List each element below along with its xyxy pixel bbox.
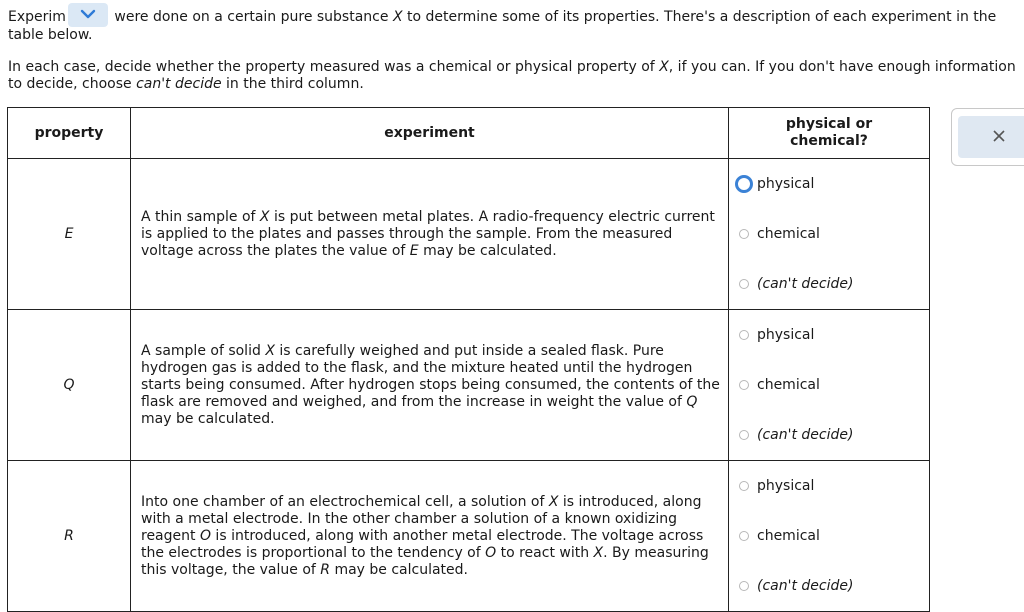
variable-x: X bbox=[392, 9, 403, 25]
choice-option-chemical[interactable] bbox=[729, 360, 929, 410]
choice-group bbox=[729, 159, 930, 310]
choice-option-physical[interactable] bbox=[729, 461, 929, 511]
radio-button[interactable] bbox=[739, 330, 749, 340]
choice-option-physical[interactable] bbox=[729, 159, 929, 209]
choice-label: chemical bbox=[757, 226, 820, 242]
instructions-paragraph-2 bbox=[8, 59, 1020, 93]
choice-label: (can't decide) bbox=[757, 427, 854, 443]
header-property: property bbox=[8, 108, 131, 159]
radio-button[interactable] bbox=[739, 380, 749, 390]
radio-button[interactable] bbox=[735, 175, 753, 193]
experiment-description: A sample of solid X is carefully weighed and put inside a sealed flask. Pure hydrogen gas is added to the flask, and the mixture heated until the hydrogen starts being consumed. After hydrogen stops being consumed, the contents of the flask are removed and weighed, and from the increase in weight the value of Q may be calculated. bbox=[131, 310, 729, 461]
close-icon bbox=[993, 130, 1005, 142]
radio-button[interactable] bbox=[739, 481, 749, 491]
choice-label: chemical bbox=[757, 528, 820, 544]
radio-button[interactable] bbox=[739, 581, 749, 591]
close-button[interactable] bbox=[958, 116, 1024, 158]
table-header-row bbox=[8, 108, 930, 159]
property-symbol: E bbox=[8, 159, 131, 310]
property-symbol: Q bbox=[8, 310, 131, 461]
chevron-down-icon bbox=[80, 8, 96, 20]
header-physical-or-chemical-text: physical or chemical? bbox=[785, 116, 873, 149]
experiment-description: Into one chamber of an electrochemical cell, a solution of X is introduced, along with a metal electrode. In the other chamber a solution of a known oxidizing reagent O is introduced, along with another metal electrode. The voltage across the electrodes is proportional to the tendency of O to react with X. By measuring this voltage, the value of R may be calculated. bbox=[131, 461, 729, 612]
choice-option-cant-decide[interactable] bbox=[729, 410, 929, 460]
table-row bbox=[8, 461, 930, 612]
instructions-text-end: to determine some of its properties. There's a description of each experiment in the table below. bbox=[8, 9, 997, 43]
tools-panel bbox=[951, 108, 1024, 166]
instructions bbox=[8, 3, 1020, 93]
variable-x: X bbox=[659, 59, 669, 75]
instructions-paragraph-1 bbox=[8, 3, 1020, 44]
radio-button[interactable] bbox=[739, 430, 749, 440]
choice-label: (can't decide) bbox=[757, 276, 854, 292]
choice-group bbox=[729, 461, 930, 612]
choice-option-cant-decide[interactable] bbox=[729, 259, 929, 309]
instructions-text: , if you can. If you don't have enough information to decide, choose bbox=[8, 59, 1016, 92]
choice-label: (can't decide) bbox=[757, 578, 854, 594]
experiment-description: A thin sample of X is put between metal plates. A radio-frequency electric current is applied to the plates and passes through the sample. From the measured voltage across the plates the value of E may be calculated. bbox=[131, 159, 729, 310]
choice-label: physical bbox=[757, 176, 815, 192]
header-physical-or-chemical bbox=[729, 108, 930, 159]
instructions-text-start: Experim bbox=[8, 9, 66, 25]
properties-table bbox=[7, 107, 930, 612]
choice-label: chemical bbox=[757, 377, 820, 393]
choice-label: physical bbox=[757, 327, 815, 343]
instructions-text: were done on a certain pure substance bbox=[114, 9, 393, 25]
radio-button[interactable] bbox=[739, 229, 749, 239]
cant-decide-term: can't decide bbox=[136, 76, 222, 92]
radio-button[interactable] bbox=[739, 531, 749, 541]
instructions-text: in the third column. bbox=[221, 76, 364, 92]
choice-option-physical[interactable] bbox=[729, 310, 929, 360]
choice-option-chemical[interactable] bbox=[729, 511, 929, 561]
table-row bbox=[8, 159, 930, 310]
table-row bbox=[8, 310, 930, 461]
choice-option-chemical[interactable] bbox=[729, 209, 929, 259]
choice-label: physical bbox=[757, 478, 815, 494]
radio-button[interactable] bbox=[739, 279, 749, 289]
header-experiment: experiment bbox=[131, 108, 729, 159]
choice-option-cant-decide[interactable] bbox=[729, 561, 929, 611]
instructions-text: In each case, decide whether the property measured was a chemical or physical property of bbox=[8, 59, 660, 75]
choice-group bbox=[729, 310, 930, 461]
collapse-button[interactable] bbox=[68, 3, 108, 27]
property-symbol: R bbox=[8, 461, 131, 612]
